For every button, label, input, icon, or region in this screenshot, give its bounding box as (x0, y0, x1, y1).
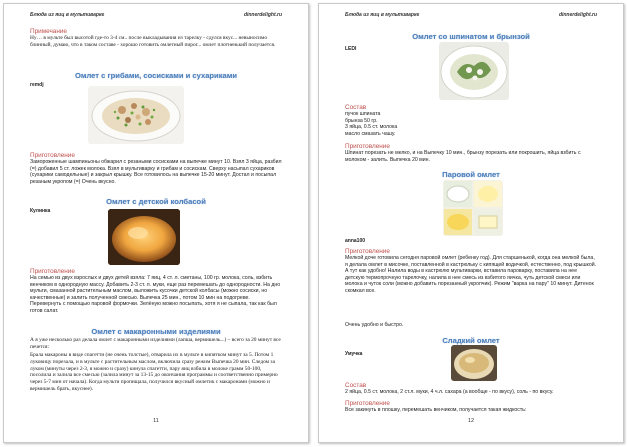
prep-heading: Приготовление (345, 248, 390, 255)
header-site: dinnerdelight.ru (558, 12, 597, 18)
prep-text: Мелкой доче готовила сегодня паровой омлет (ребенку год). Для старшенькой, когда она мелкой была, я делала омлет в мисочке, поставленной в кастрюльку с кипящей водичкой, естественно, под крышкой. А тут как удобно! Налила воды в кастрюлю мультиварки, вставила пароварку, поставила на нее детскую термопрочную тарелочку, налила в нее смесь из взбитого яичка, чуть детской смеси или молока и чуток соли (можно добавить порезанный укропчик). Режим "варка на пару" 10 минут. Дитенок скомкал все. (345, 255, 597, 294)
page-header (345, 12, 597, 22)
prep-heading: Приготовление (30, 152, 75, 159)
page-12 (318, 3, 624, 443)
recipe-title-sausage: Омлет с детской колбасой (106, 197, 206, 206)
composition-heading: Состав (345, 382, 367, 389)
recipe-author: anna100 (345, 238, 366, 244)
omelet-mushrooms-photo (88, 86, 184, 144)
prep-heading: Приготовление (345, 400, 390, 407)
recipe-title-steam: Паровой омлет (442, 170, 500, 179)
page-header (30, 12, 282, 22)
recipe-author: remdj (30, 82, 44, 88)
omelet-sausage-photo (108, 209, 180, 265)
header-book-title: Блюда из яиц в мультиварке (345, 12, 420, 18)
recipe-author: LEDI (345, 46, 357, 52)
ingredients-list (345, 111, 595, 137)
recipe-title-mushrooms: Омлет с грибами, сосисками и сухариками (74, 71, 238, 80)
prep-text: Шпинат порезать не мелко, и на Выпечку 10 мин., брынзу порезать или покрошить, яйца взбить с молоком - залить. Выпечка 20 мин. (345, 150, 581, 163)
ingredient-item: 3 яйца, 0.5 ст. молока (345, 124, 398, 131)
steam-omelet-photo (443, 180, 503, 236)
ingredient-item: пучок шпината (345, 111, 381, 117)
page-number: 11 (153, 418, 159, 424)
photo-spinach-omelet-icon (439, 42, 509, 100)
note-heading: Примечание (30, 28, 67, 35)
recipe-author: Кулинка (30, 208, 51, 214)
header-book-title: Блюда из яиц в мультиварке (30, 12, 105, 18)
prep-text: На семью из двух взрослых и двух детей взяла: 7 яиц, 4 ст. л. сметаны, 100 гр. молока, соль, взбить венчиком в однородную массу. Добавить 2-3 ст. л. муки, еще раз перемешать до однородности. На дно мульти, смазанной растительным маслом, выложить кусочки детской колбасы (можно сосиски, но качественные) и залить полученной смесью. Выпечка 25 мин., потом 10 мин на подогреве. Перевернуть с помощью паровой формочки. Зелёную можно посыпать, хотя я не сыпала, так как был готов салат. (30, 275, 281, 314)
prep-text: Все закинуть в плошку, перемешать венчиком, получается такая жидкость: (345, 407, 527, 413)
recipe-author: Умучка (345, 351, 363, 357)
recipe-title-sweet: Сладкий омлет (442, 336, 500, 345)
ingredient-item: брынза 50 гр. (345, 117, 378, 124)
recipe-intro: А я уже несколько раз делала омлет с макаронными изделиями (лапша, вермишель...) – всего за 20 минут все печется: (30, 337, 281, 350)
prep-heading: Приготовление (30, 268, 75, 275)
page-11 (3, 3, 309, 443)
omelet-spinach-photo (439, 42, 509, 100)
photo-puffy-omelet-icon (108, 209, 180, 265)
prep-outro: Очень удобно и быстро. (345, 322, 404, 328)
header-site: dinnerdelight.ru (243, 12, 282, 18)
prep-heading: Приготовление (345, 143, 390, 150)
photo-sweet-omelet-icon (451, 345, 497, 381)
ingredient-item: масло смазать чашу. (345, 130, 396, 137)
recipe-body: Брала макароны в виде спагетти (не очень толстые), отварила их в мульте в кипятком минут за 5. Потом 1 луковицу порезала, и в мульте с растительным маслом, включила сразу режим Выпечка 20 мин. Следом за луком (минуты через 2-3, я можно и сразу) кинула спагетти, пару яиц взбила в молоке грамм 50-100, посолила и залила все смесью (залила минут за 13-15 до окончания программы и соответственно примерно через 5-7 мин от начала). Когда мульти пропищала, получился вкусный омлетик с макаронами (можно и вермишель брать, вкуснее). (30, 352, 278, 392)
sweet-omelet-photo (451, 345, 497, 381)
recipe-title-pasta: Омлет с макаронными изделиями (91, 327, 221, 336)
recipe-title-spinach: Омлет со шпинатом и брынзой (412, 32, 530, 41)
composition-heading: Состав (345, 104, 367, 111)
photo-steam-omelet-collage-icon (443, 180, 503, 236)
composition-text: 2 яйца, 0.5 ст. молока, 2 ст.л. муки, 4 ч.л. сахара (а вообще - по вкусу), соль - по вкусу. (345, 389, 554, 395)
photo-plate-mushroom-omelet-icon (88, 86, 184, 144)
page-number: 12 (467, 418, 475, 424)
prep-text: Замороженные шампиньоны обжарил с резаными сосисками на выпечке минут 10. Взял 3 яйца, разбил (=) добавил 5 ст. ложек молока. Взял в мультиварку и грибам и сосискам. Сверху насыпал сухариков (сухарики самодельные) и закрыл крышку. Все готовилось на выпечке 15-20 минут. Достал и посыпал резаным укропом (=) Очень вкусно. (30, 159, 282, 185)
note-text: Ну… в мульте был высотой где-то 3-4 см.. после выкладывания из тарелку - сдулся вкус... невыносимо блинный, думаю, что в таком составе - хорошо готовить омлетный пирог... омлет плотненький получается. (30, 35, 276, 48)
